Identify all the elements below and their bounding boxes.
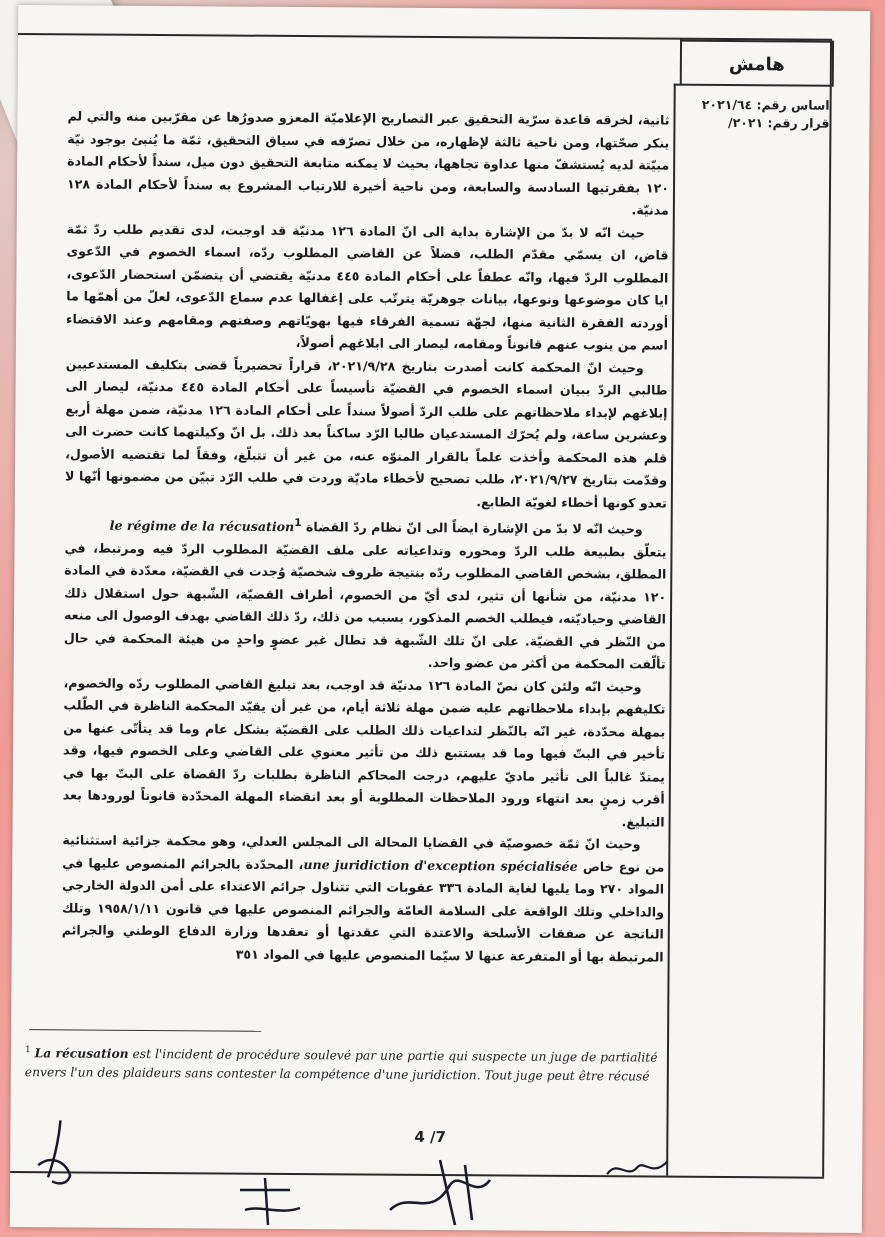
recusation-term: le régime de la récusation xyxy=(109,517,295,535)
paragraph: وحيث انّ المحكمة كانت أصدرت بتاريخ ٢٠٢١/٩/٢٨، قراراً تحضيرياً قضى بتكليف المستدعيين طالبي الردّ ببيان اسماء الخصوم في القضيّة تأسيساً على أحكام المادة ٤٤٥ مدنيّة، ليصار الى إبلاغهم لإبداء ملاحظاتهم على طلب الردّ أصولاً سنداً على أحكام المادة ١٢٦ مدنيّة، ضمن مهلة أربع وعشرين ساعة، ولم يُحرّك المستدعيان طالبا الرّد ساكناً بعد ذلك. بل انّ وكيلتهما كانت حضرت الى قلم هذه المحكمة وأخذت علماً بالقرار المنوّه عنه، من غير أن تتبلّغ، وفقاً لما تقتضيه الأصول، وقدّمت بتاريخ ٢٠٢١/٩/٢٧، طلب تصحيح لأخطاء ماديّة وردت في طلب الرّد تبيّن من مضمونها أنّها لا تعدو كونها أخطاء لغويّة الطابع. xyxy=(64,355,668,511)
paragraph: حيث انّه لا بدّ من الإشارة بداية الى انّ المادة ١٢٦ مدنيّة قد اوجبت، لدى تقديم طلب ردّ ثمّة قاض، ان يسمّي مقدّم الطلب، فضلاً عن القاضي المطلوب ردّه، اسماء الخصوم في الدّعوى المطلوب الردّ فيها، وانّه عطفاً على أحكام المادة ٤٤٥ مدنيّة يقتضي أن يتضمّن استحضار الدّعوى، ايا كان موضوعها ونوعها، بيانات جوهريّة يترتّب على إغفالها عدم سماع الدّعوى، لعلّ من أهمّها ما أوردته الفقرة الثانية منها، لجهّة تسمية الفرقاء فيها بهويّاتهم وصفتهم ومقامهم وعند الاقتضاء اسم من ينوب عنهم قانوناً ومقامه، ليصار الى ابلاغهم أصولاً، xyxy=(66,220,669,353)
footnote-ref: 1 xyxy=(294,516,302,530)
paragraph: يتعلّق بطبيعة طلب الردّ ومحوره وتداعياته على ملف القضيّة المطلوب الردّ فيه ومرتبط، في المطلق، بشخص القاضي المطلوب ردّه بنتيجة ظروف شخصيّة وُجدت في القضيّة، معدّدة في المادة ١٢٠ مدنيّة، من شأنها أن تثير، لدى أيّ من الخصوم، أطراف القضيّة، الشّبهة حول استقلال ذلك القاضي وحياديّته، فيطلب الخصم المذكور، بسبب من ذلك، ردّ ذلك القاضي بهدف الوصول الى منعه من النّظر في القضيّة. على انّ تلك الشّبهة قد تطال غير عضوٍ واحدٍ من هيئة المحكمة في حال تألّفت المحكمة من أكثر من عضو واحد. xyxy=(63,540,667,672)
case-numbers xyxy=(681,96,829,133)
signature-right xyxy=(602,1149,672,1189)
footnote: $^1$ La récusation est l'incident de procédure soulevé par une partie qui suspecte un juge de partialité envers l'un des plaideurs sans contester la compétence d'une juridiction. Tout juge peut être récusé xyxy=(24,1045,658,1084)
right-border xyxy=(822,39,832,1177)
paragraph: ثانية، لخرقه قاعدة سرّية التحقيق عبر التصاريح الإعلاميّة المعزو صدورُها عن مقرّبين منه والتي لم ينكر صحّتها، ومن ناحية ثالثة لإظهاره، من خلال تصرّفه في سياق التحقيق، ثمّة ما يُنبئ بوجود نيّة مبيّتة لديه يُستشفّ منها عداوة تجاهها، بحيث لا يمكنه متابعة التحقيق دون ميل، سنداً لأحكام المادة ١٢٠ بفقرتيها السادسة والسابعة، ومن ناحية أخيرة للارتياب المشروع به سنداً لأحكام المادة ١٢٨ مدنيّة. xyxy=(66,108,670,218)
decision-number: قرار رقم: ٢٠٢١/ xyxy=(727,114,830,131)
base-number: اساس رقم: ٢٠٢١/٦٤ xyxy=(701,96,830,113)
document-page xyxy=(10,5,871,1233)
footnote-divider xyxy=(29,1029,261,1032)
signature-left xyxy=(30,1115,91,1195)
signature-middle xyxy=(380,1150,520,1230)
decision-body xyxy=(62,105,670,968)
paragraph: وحيث انّه ولئن كان نصّ المادة ١٢٦ مدنيّة قد اوجب، بعد تبليغ القاضي المطلوب ردّه والخصوم، تكليفهم بإبداء ملاحظاتهم عليه ضمن مهلة ثلاثة أيام، من غير أن يقيّد المحكمة الناظرة في الطّلب بمهلة محدّدة، غير انّه بالنّظر لتداعيات ذلك الطلب على القضيّة بشكل عام وما قد يتأتّى عنها من تأخير في البتّ فيها وما قد يستتبع ذلك من تأثير معنوي على القاضي وعلى الخصوم فيها، وقد يمتدّ غالباً الى تأثير ماديّ عليهم، درجت المحاكم الناظرة بطلبات ردّ القضاة على البتّ بها في أقرب زمنٍ بعد انتهاء ورود الملاحظات المطلوبة أو بعد انقضاء المهلة المحدّدة قانوناً لورودها بعد التبليغ. xyxy=(62,675,666,830)
paragraph: وحيث انّه لا بدّ من الإشارة ايضاً الى انّ نظام ردّ القضاة le régime de la récusation$^1$ xyxy=(109,516,643,537)
footnote-term: La récusation xyxy=(34,1045,129,1061)
page-number: 4 /7 xyxy=(414,1127,447,1147)
paragraph: وحيث انّ ثمّة خصوصيّة في القضايا المحالة الى المجلس العدلي، وهو محكمة جزائية استثنائية من نوع خاص une juridiction d'exception spécialisée، المحدّدة بالجرائم المنصوص عليها في المواد ٢٧٠ وما يليها لغاية المادة ٣٣٦ عقوبات التي تتناول جرائم الاعتداء على أمن الدولة الخارجي والداخلي وتلك الواقعة على السلامة العامّة والجرائم المنصوص عليها في قانون ١٩٥٨/١/١١ وتلك الناتجة عن صفقات الأسلحة والاعتدة التي عقدتها أو تعقدها وزارة الدفاع الوطني والجرائم المرتبطة بها أو المتفرعة عنها لا سيّما المنصوص عليها في المواد ٣٥١ xyxy=(61,832,665,965)
margin-title: هامش xyxy=(680,40,834,87)
signature-bottom-left xyxy=(230,1170,310,1230)
juridiction-term: une juridiction d'exception spécialisée xyxy=(303,856,578,874)
